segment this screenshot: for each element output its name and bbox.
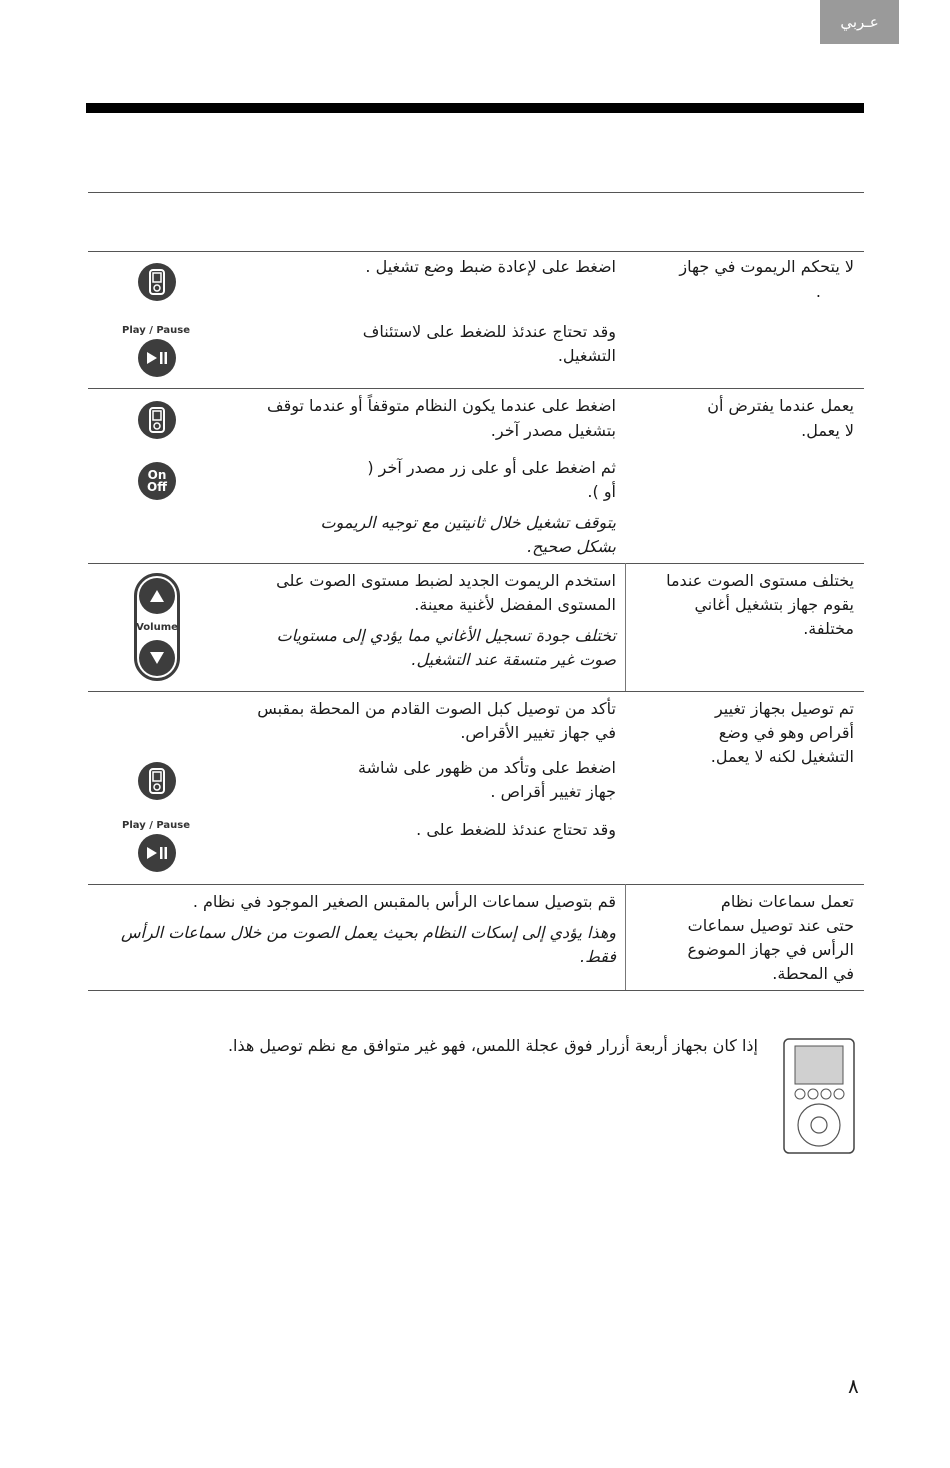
row1-solution-line3: التشغيل. <box>557 346 616 365</box>
play-pause-icon <box>138 834 176 872</box>
column-divider <box>625 884 626 990</box>
row4-solution-line5: وقد تحتاج عندئذ للضغط على . <box>416 820 616 839</box>
row4-problem-line1: تم توصيل بجهاز تغيير <box>714 699 854 718</box>
volume-control-icon <box>134 573 180 681</box>
row3-problem-line2: يقوم جهاز بتشغيل أغاني <box>694 595 854 614</box>
row2-solution-note-line1: يتوقف تشغيل خلال ثانيتين مع توجيه الريموت <box>320 513 616 532</box>
row1-problem-line2: . <box>815 282 821 301</box>
row1-problem-line1: لا يتحكم الريموت في جهاز <box>679 257 854 276</box>
row4-problem-line2: أقراص وهو في وضع <box>718 723 854 742</box>
row5-problem-line3: الرأس في جهاز الموضوع <box>687 940 854 959</box>
row2-solution-line2: بتشغيل مصدر آخر. <box>490 421 616 440</box>
row2-solution-line1: اضغط على عندما يكون النظام متوقفاً أو عندما توقف <box>267 396 616 415</box>
row4-solution-line2: في جهاز تغيير الأقراص. <box>460 723 616 742</box>
row3-solution-note-line2: صوت غير متسقة عند التشغيل. <box>411 650 616 669</box>
ipod-button-icon <box>138 762 176 800</box>
header-rule <box>86 103 864 113</box>
row5-problem-line2: حتى عند توصيل سماعات <box>687 916 854 935</box>
play-pause-label: Play / Pause <box>122 820 190 831</box>
row2-solution-line3: ثم اضغط على أو على زر مصدر آخر ( <box>367 458 616 477</box>
table-bottom-rule <box>88 990 864 991</box>
row-divider <box>88 388 864 389</box>
row5-solution-line1: قم بتوصيل سماعات الرأس بالمقبس الصغير الموجود في نظام . <box>192 892 616 911</box>
row5-problem-line1: تعمل سماعات نظام <box>720 892 854 911</box>
row1-solution-line2: وقد تحتاج عندئذ للضغط على لاستئناف <box>362 322 616 341</box>
ipod-button-icon <box>138 401 176 439</box>
row2-problem-line2: لا يعمل. <box>801 421 854 440</box>
row4-solution-line3: اضغط على وتأكد من ظهور على شاشة <box>358 758 616 777</box>
row4-solution-line4: جهاز تغيير أقراص . <box>490 782 616 801</box>
column-divider <box>625 563 626 691</box>
on-label: On <box>147 468 167 482</box>
compatibility-note: إذا كان بجهاز أربعة أزرار فوق عجلة اللمس، فهو غير متوافق مع نظم توصيل هذا. <box>227 1036 758 1055</box>
ipod-button-icon <box>138 263 176 301</box>
row2-problem-line1: يعمل عندما يفترض أن <box>707 396 854 415</box>
row5-problem-line4: في المحطة. <box>772 964 854 983</box>
row-divider <box>88 691 864 692</box>
row5-solution-note-line2: فقط. <box>579 947 616 966</box>
row3-problem-line1: يختلف مستوى الصوت عندما <box>666 571 854 590</box>
row-divider <box>88 563 864 564</box>
row2-solution-line4: أو ). <box>587 482 616 501</box>
page-number: ٨ <box>848 1374 859 1398</box>
row3-solution-note-line1: تختلف جودة تسجيل الأغاني مما يؤدي إلى مستويات <box>276 626 616 645</box>
row4-solution-line1: تأكد من توصيل كبل الصوت القادم من المحطة بمقبس <box>257 699 616 718</box>
volume-label: Volume <box>136 622 178 633</box>
ipod-four-buttons-illustration <box>782 1037 856 1155</box>
language-tab: عـربي <box>820 0 899 44</box>
row2-solution-note-line2: بشكل صحيح. <box>527 537 616 556</box>
play-pause-label: Play / Pause <box>122 325 190 336</box>
off-label: Off <box>147 480 167 494</box>
row3-problem-line3: مختلفة. <box>803 619 854 638</box>
table-header-rule <box>88 251 864 252</box>
row4-problem-line3: التشغيل لكنه لا يعمل. <box>710 747 854 766</box>
row3-solution-line1: استخدم الريموت الجديد لضبط مستوى الصوت على <box>276 571 616 590</box>
volume-up-icon <box>139 578 175 614</box>
row1-solution-line1: اضغط على لإعادة ضبط وضع تشغيل . <box>365 257 616 276</box>
volume-down-icon <box>139 640 175 676</box>
play-pause-icon <box>138 339 176 377</box>
table-top-rule <box>88 192 864 193</box>
on-off-button-icon <box>138 462 176 500</box>
row3-solution-line2: المستوى المفضل لأغنية معينة. <box>414 595 616 614</box>
row-divider <box>88 884 864 885</box>
row5-solution-note-line1: وهذا يؤدي إلى إسكات النظام بحيث يعمل الصوت من خلال سماعات الرأس <box>121 923 616 942</box>
